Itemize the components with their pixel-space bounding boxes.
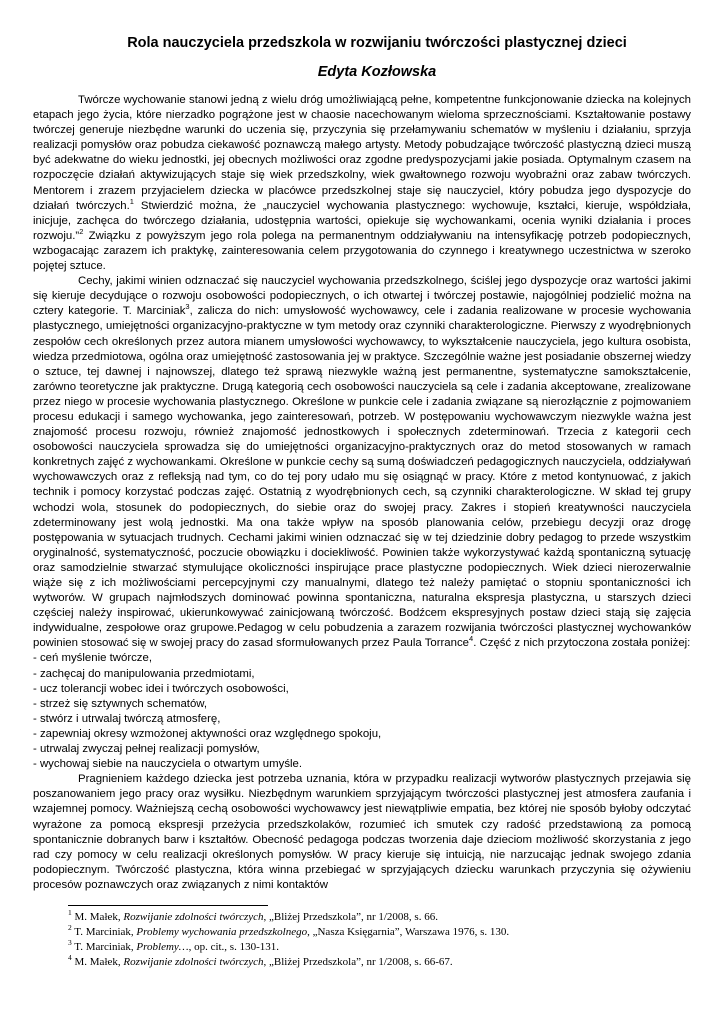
paragraph-2-text-a: Cechy, jakimi winien odznaczać się nauczyciel wychowania przedszkolnego, ściślej jego dyspozycje oraz wartości jakimi się kieruje decydujące o rozwoju osobowości podopiecznych, o ich otwartej i twórczej postawie, najogólniej podzielić można na cztery kategorie. T. Marciniak: [33, 275, 691, 318]
footnote-title: Rozwijanie zdolności twórczych: [123, 911, 264, 923]
paragraph-1-text-b: Stwierdzić można, że „nauczyciel wychowania plastycznego: wychowuje, kształci, kieruje, współdziała, inicjuje, zachęca do twórczego działania, udostępnia wartości, opiekuje się wychowankami, ocenia wyniki działania i proces rozwoju.”: [33, 199, 692, 242]
list-item: - strzeż się sztywnych schematów,: [33, 697, 208, 710]
list-item: - ucz tolerancji wobec idei i twórczych osobowości,: [33, 682, 289, 695]
footnote-source: , „Nasza Księgarnia”, Warszawa 1976, s. 130.: [307, 926, 510, 938]
page-title: Rola nauczyciela przedszkola w rozwijaniu twórczości plastycznej dzieci: [127, 35, 627, 51]
footnote-author: M. Małek,: [71, 911, 124, 923]
torrance-principles-list: [33, 651, 691, 772]
list-item: - wychowaj siebie na nauczyciela o otwartym umyśle.: [33, 758, 303, 771]
footnote-ref-2: 2: [79, 226, 84, 236]
footnote-author: M. Małek,: [71, 956, 124, 968]
paragraph-1-text-a: Twórcze wychowanie stanowi jedną z wielu dróg umożliwiającą pełne, kompetentne funkcjonowanie dziecka na kolejnych etapach jego życia, które nierzadko pogrążone jest w chaosie nacechowanym wieloma sprzecznościami. Kształtowanie postawy twórczej generuje niezbędne warunki do uczenia się, przyczynia się przełamywaniu schematów w myśleniu i działaniu, sprzyja realizacji pomysłów oraz pobudza ciekawość poznawczą małego artysty. Metody pobudzające twórczość plastyczną dzieci muszą być adekwatne do wieku jednostki, jej obecnych możliwości oraz zgodne predyspozycjami jakie posiada. Optymalnym czasem na rozpoczęcie działań aktywizujących staje się wiek przedszkolny, wiek gwałtownego rozwoju wyobraźni oraz zabaw twórczych. Mentorem i zrazem przyjacielem dziecka w placówce przedszkolnej staje się nauczyciel, który pobudza jego dyspozycje do działań twórczych.: [33, 94, 691, 212]
list-item: - ceń myślenie twórcze,: [33, 652, 153, 665]
footnote-4: [68, 955, 688, 970]
footnote-title: Problemy wychowania przedszkolnego: [136, 926, 308, 938]
list-item: - zachęcaj do manipulowania przedmiotami,: [33, 667, 255, 680]
footnote-number: 4: [68, 953, 72, 962]
author-name: Edyta Kozłowska: [317, 64, 437, 80]
footnote-ref-3: 3: [185, 302, 190, 312]
article-body: [33, 93, 691, 893]
footnote-author: T. Marciniak,: [71, 926, 137, 938]
paragraph-1: [33, 93, 691, 274]
footnote-source: , op. cit., s. 130-131.: [188, 941, 280, 953]
paragraph-3: Pragnieniem każdego dziecka jest potrzeba uznania, która w przypadku realizacji wytworów plastycznych przejawia się poszanowaniem jego pracy oraz wysiłku. Niezbędnym warunkiem sprzyjającym twórczości plastycznej jest atmosfera zaufania i wzajemnej pomocy. Ważniejszą cechą osobowości wychowawcy jest niewątpliwie empatia, bez której nie sposób byłoby odczytać wyrażone za pomocą ekspresji przeżycia przedszkolaków, rozumieć ich smutek czy radość przedstawioną za pomocą spontanicznie dobranych barw i kształtów. Obecność pedagoga podczas tworzenia daje dzieciom możliwość skorzystania z jego rad czy pomocy w celu realizacji określonych pomysłów. W pracy kieruje się intuicją, nie narzucając jednak swojego zdania podopiecznym. Twórczość plastyczna, która winna przebiegać w sprzyjających dziecku warunkach przyczynia się ożywieniu procesów poznawczych oraz związanych z nimi kontaktów: [33, 773, 691, 891]
footnote-number: 1: [68, 908, 72, 917]
footnote-1: [68, 910, 688, 925]
footnote-title: Problemy…: [136, 941, 189, 953]
footnote-source: , „Bliżej Przedszkola”, nr 1/2008, s. 66.: [263, 911, 438, 923]
footnote-separator: [68, 905, 268, 906]
footnote-title: Rozwijanie zdolności twórczych: [123, 956, 264, 968]
footnote-number: 3: [68, 938, 72, 947]
footnote-number: 2: [68, 923, 72, 932]
footnotes: [68, 910, 688, 970]
footnote-ref-1: 1: [129, 196, 134, 206]
paragraph-1-text-c: Związku z powyższym jego rola polega na permanentnym oddziaływaniu na intensyfikację potrzeb podopiecznych, wzbogacając zarazem ich praktykę, zainteresowania celem przygotowania do czynnego i kreatywnego uczestnictwa w szeroko pojętej sztuce.: [33, 229, 691, 273]
list-item: - stwórz i utrwalaj twórczą atmosferę,: [33, 712, 221, 725]
footnote-source: , „Bliżej Przedszkola”, nr 1/2008, s. 66-67.: [263, 956, 453, 968]
list-item: - utrwalaj zwyczaj pełnej realizacji pomysłów,: [33, 743, 260, 756]
footnote-3: [68, 940, 688, 955]
footnote-ref-4: 4: [469, 634, 474, 644]
footnote-2: [68, 925, 688, 940]
list-item: - zapewniaj okresy wzmożonej aktywności oraz względnego spokoju,: [33, 727, 382, 740]
paragraph-2: [33, 274, 691, 651]
paragraph-2-text-b: , zalicza do nich: umysłowość wychowawcy, cele i zadania realizowane w procesie wychowania plastycznego, umiejętności organizacyjno-praktyczne w tym metody oraz czynniki charakterologiczne. Pierwszy z wyodrębnionych zespołów cech określonych przez autora mianem umysłowości wychowawcy, to wykształcenie nauczyciela, jego kultura osobista, wiedza przedmiotowa, ogólna oraz umiejętność zastosowania jej w praktyce. Szczególnie ważne jest posiadanie obszernej wiedzy o sztuce, tej dawnej i najnowszej, dlatego też sprawą niezwykle ważną jest permanentne, systematyczne samokształcenie, zarówno teoretyczne jak praktyczne. Drugą kategorią cech osobowości nauczyciela są cele i zadania akceptowane, zrealizowane przez niego w procesie wychowania plastycznego. Określone w punkcie cele i zadania związane są nierozłącznie z pojmowaniem procesu edukacji i samego wychowanka, jego zainteresowań, potrzeb. W postępowaniu wychowawczym niezwykle ważna jest znajomość procesu rozwoju, również znajomość jednostkowych i społecznych zdeterminowań. Trzecia z kategorii cech osobowości nauczyciela sprowadza się do umiejętności organizacyjno-praktycznych oraz do metod stosowanych w ramach konkretnych zajęć z wychowankami. Określone w punkcie cechy są sumą doświadczeń pedagogicznych nauczyciela, oddziaływań wychowawczych oraz z refleksją nad tym, co do tej pory udało mu się osiągnąć w pracy. Które z metod kontynuować, z jakich technik i pomocy korzystać podczas zajęć. Ostatnią z wyodrębnionych cech, są czynniki charakterologiczne. W skład tej grupy wchodzi wola, stosunek do podopiecznych, do siebie oraz do swojej pracy. Zakres i stopień kreatywności nauczyciela zdeterminowany jest wolą jednostki. Ma ona także wpływ na sposób planowania celów, przebiegu decyzji oraz drogę postępowania w sytuacjach trudnych. Cechami jakimi winien odznaczać się w tej dziedzinie dobry pedagog to przede wszystkim oryginalność, systematyczność, poczucie obowiązku i dociekliwość. Powinien także wykorzystywać każdą spontaniczną sytuację oraz samodzielnie stwarzać stymulujące okoliczności inspirujące prace plastyczne podopiecznych. Wiek dzieci nierozerwalnie wiąże się z ich możliwościami percepcyjnymi czy manualnymi, dlatego też należy pamiętać o stopniu spontaniczności ich wytworów. W grupach najmłodszych dominować powinna spontaniczna, naturalna ekspresja plastyczna, u starszych dzieci częściej należy inspirować, ukierunkowywać zainicjowaną twórczość. Bodźcem ekspresyjnych postaw dzieci stają się zajęcia indywidualne, zespołowe oraz grupowe.Pedagog w celu pobudzenia a zarazem rozwijania twórczości plastycznej wychowanków powinien stosować się w swojej pracy do zasad sformułowanych przez Paula Torrance: [33, 305, 691, 650]
footnote-author: T. Marciniak,: [71, 941, 137, 953]
paragraph-2-text-c: . Część z nich przytoczona została poniżej:: [473, 637, 691, 650]
